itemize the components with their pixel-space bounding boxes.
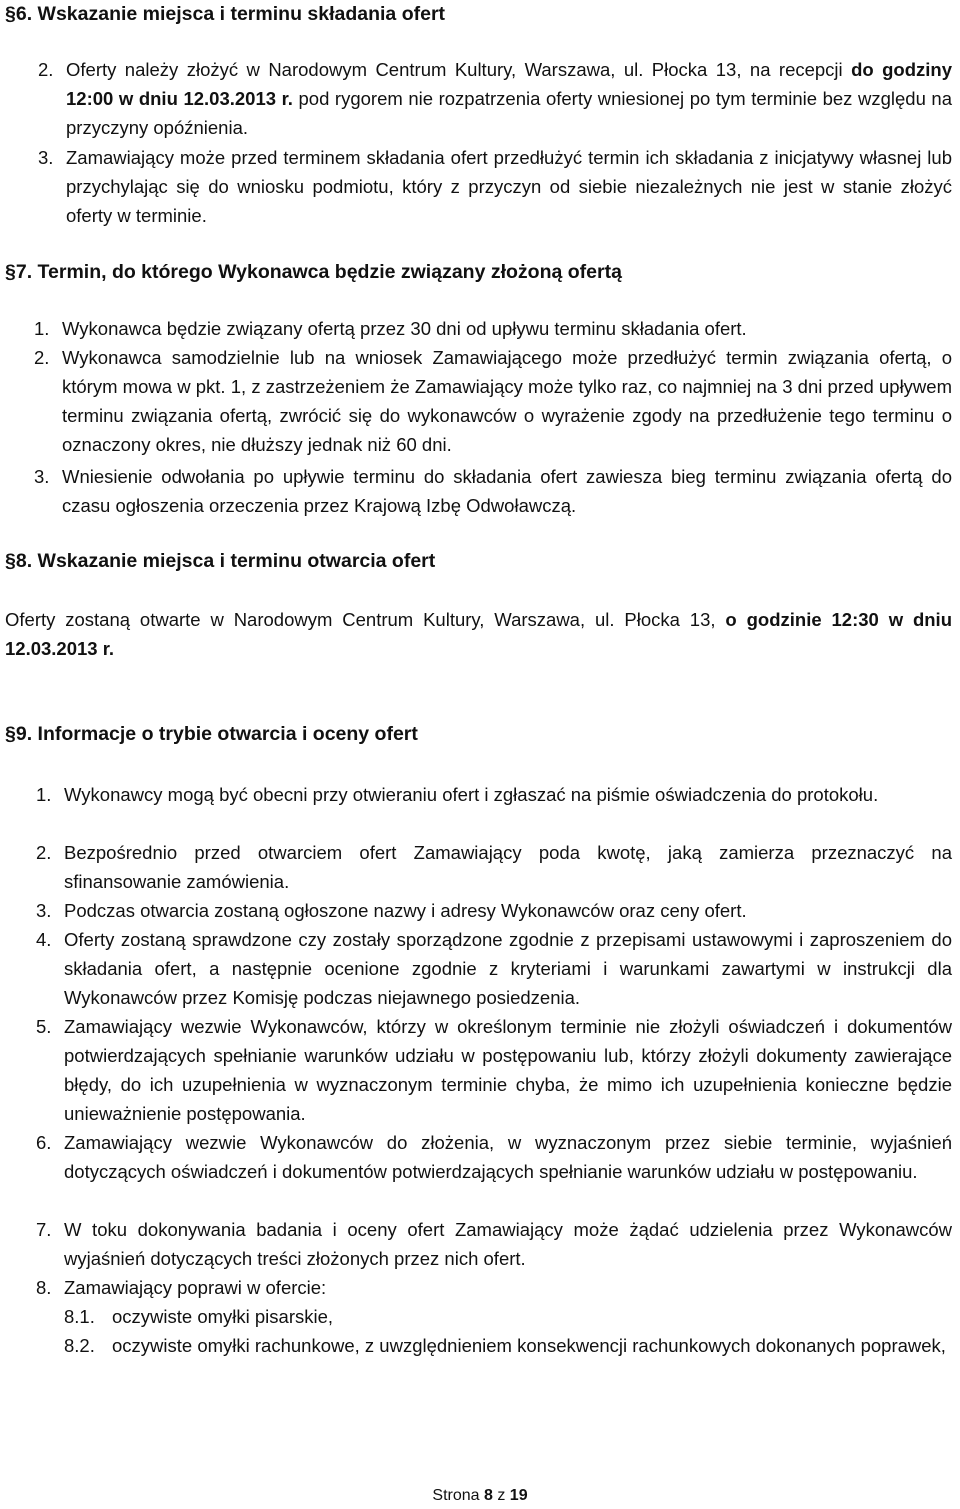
item-number: 2. [34,347,50,368]
opening-time-bold: o godzinie 12:30 w dniu 12.03.2013 r. [5,609,953,659]
paragraph-sign: § [5,261,16,283]
paragraph-sign: § [5,723,16,745]
item-number: 6. [36,1132,52,1153]
section-7-title: 7. Termin, do którego Wykonawca będzie związany złożoną ofertą [15,261,622,283]
section-9-title: 9. Informacje o trybie otwarcia i oceny ofert [15,723,418,745]
section-9-subitem-8-2: 8.2. oczywiste omyłki rachunkowe, z uwzględnieniem konsekwencji rachunkowych dokonanych poprawek, [112,1331,952,1360]
paragraph-sign: § [5,3,16,25]
section-9-heading [5,720,952,749]
item-number: 2. [36,842,52,863]
section-9-item-4: 4. Oferty zostaną sprawdzone czy zostały sporządzone zgodnie z przepisami ustawowymi i zaproszeniem do składania ofert, a następnie ocenione zgodnie z kryteriami i warunkami zawartymi w instrukcji dla Wykonawców przez Komisję podczas niejawnego posiedzenia. [64,925,952,1012]
section-7-item-1: 1. Wykonawca będzie związany ofertą przez 30 dni od upływu terminu składania ofert. [62,314,952,343]
section-9-item-7: 7. W toku dokonywania badania i oceny ofert Zamawiający może żądać udzielenia przez Wykonawców wyjaśnień dotyczących treści złożonych przez nich ofert. [64,1215,952,1273]
section-7-item-3: 3. Wniesienie odwołania po upływie terminu do składania ofert zawiesza bieg terminu związania ofertą do czasu ogłoszenia orzeczenia przez Krajową Izbę Odwoławczą. [62,462,952,520]
section-8-paragraph: Oferty zostaną otwarte w Narodowym Centrum Kultury, Warszawa, ul. Płocka 13, o godzinie 12:30 w dniu 12.03.2013 r. [5,609,953,659]
section-6-item-2: 2. Oferty należy złożyć w Narodowym Centrum Kultury, Warszawa, ul. Płocka 13, na recepcji do godziny 12:00 w dniu 12.03.2013 r. pod rygorem nie rozpatrzenia oferty wniesionej po tym terminie bez względu na przyczyny opóźnienia. [66,55,952,142]
current-page-number: 8 [484,1487,493,1504]
section-6-heading [5,0,952,29]
subitem-number: 8.2. [64,1335,95,1356]
section-9-item-2: 2. Bezpośrednio przed otwarciem ofert Zamawiający poda kwotę, jaką zamierza przeznaczyć na sfinansowanie zamówienia. [64,838,952,896]
item-number: 2. [38,59,54,80]
section-7-item-2: 2. Wykonawca samodzielnie lub na wniosek Zamawiającego może przedłużyć termin związania ofertą, o którym mowa w pkt. 1, z zastrzeżeniem że Zamawiający może tylko raz, co najmniej na 3 dni przed upływem terminu związania ofertą, zwrócić się do wykonawców o wyrażenie zgody na przedłużenie tego terminu o oznaczony okres, nie dłuższy jednak niż 60 dni. [62,343,952,459]
section-6-item-3: 3. Zamawiający może przed terminem składania ofert przedłużyć termin ich składania z inicjatywy własnej lub przychylając się do wniosku podmiotu, który z przyczyn od siebie niezależnych nie jest w stanie złożyć oferty w terminie. [66,143,952,230]
section-8-title: 8. Wskazanie miejsca i terminu otwarcia ofert [15,550,436,572]
section-8-heading [5,547,952,576]
section-9-item-5: 5. Zamawiający wezwie Wykonawców, którzy w określonym terminie nie złożyli oświadczeń i dokumentów potwierdzających spełnianie warunków udziału w postępowaniu lub, którzy złożyli dokumenty zawierające błędy, do ich uzupełnienia w wyznaczonym terminie chyba, że mimo ich uzupełnienia konieczne będzie unieważnienie postępowania. [64,1012,952,1128]
subitem-number: 8.1. [64,1306,95,1327]
section-7-heading [5,258,952,287]
item-number: 3. [38,147,54,168]
section-9-item-6: 6. Zamawiający wezwie Wykonawców do złożenia, w wyznaczonym przez siebie terminie, wyjaśnień dotyczących oświadczeń i dokumentów potwierdzających spełnianie warunków udziału w postępowaniu. [64,1128,952,1186]
item-number: 1. [36,784,52,805]
item-number: 7. [36,1219,52,1240]
item-number: 3. [34,466,50,487]
section-9-item-1: 1. Wykonawcy mogą być obecni przy otwieraniu ofert i zgłaszać na piśmie oświadczenia do protokołu. [64,780,952,809]
section-9-item-8: 8. Zamawiający poprawi w ofercie: [64,1273,952,1302]
total-page-count: 19 [509,1487,528,1504]
section-9-subitem-8-1: 8.1. oczywiste omyłki pisarskie, [112,1302,952,1331]
page-footer: Strona 8 z 19 [432,1487,528,1504]
paragraph-sign: § [5,550,16,572]
item-number: 5. [36,1016,52,1037]
deadline-bold: do godziny 12:00 w dniu 12.03.2013 r. [66,59,953,109]
item-number: 3. [36,900,52,921]
item-number: 1. [34,318,50,339]
section-9-item-3: 3. Podczas otwarcia zostaną ogłoszone nazwy i adresy Wykonawców oraz ceny ofert. [64,896,952,925]
item-number: 8. [36,1277,52,1298]
section-6-title: 6. Wskazanie miejsca i terminu składania ofert [15,3,446,25]
item-number: 4. [36,929,52,950]
